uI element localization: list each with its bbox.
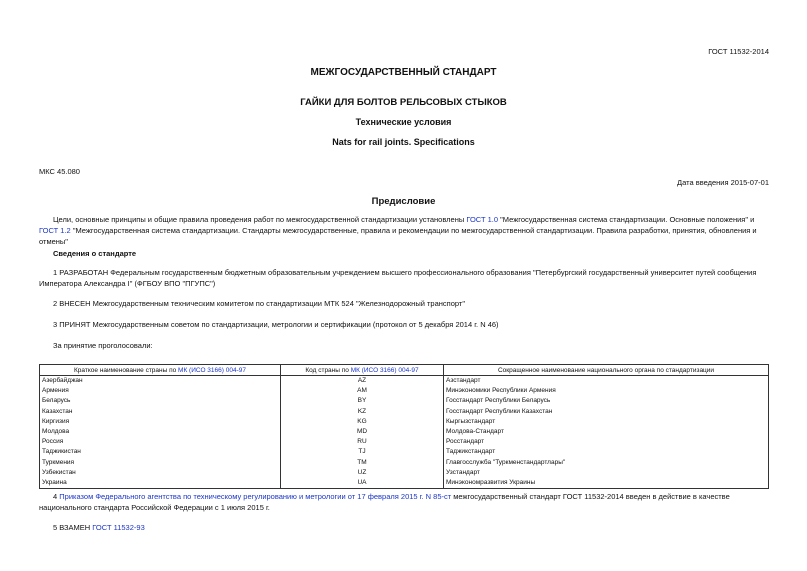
standards-body-cell: Росстандарт xyxy=(444,437,769,447)
item-5-replaces xyxy=(39,522,769,533)
foreword-paragraph xyxy=(39,214,769,247)
code-cell: AM xyxy=(281,386,444,396)
table-row xyxy=(40,376,769,387)
country-cell: Таджикистан xyxy=(40,447,281,457)
code-cell: BY xyxy=(281,396,444,406)
text: "Межгосударственная система стандартизации. Основные положения" и xyxy=(498,215,755,224)
standards-body-cell: Узстандарт xyxy=(444,468,769,478)
table-row xyxy=(40,437,769,447)
standards-body-cell: Госстандарт Республики Беларусь xyxy=(444,396,769,406)
standards-body-cell: Главгосслужба "Туркменстандартлары" xyxy=(444,458,769,468)
table-row xyxy=(40,447,769,457)
country-cell: Киргизия xyxy=(40,417,281,427)
voted-label: За принятие проголосовали: xyxy=(53,341,153,350)
about-standard-heading: Сведения о стандарте xyxy=(53,249,137,258)
code-cell: UZ xyxy=(281,468,444,478)
voting-states-table xyxy=(39,364,769,489)
table-row xyxy=(40,458,769,468)
foreword-heading: Предисловие xyxy=(371,196,436,207)
text: 5 ВЗАМЕН xyxy=(53,523,93,532)
text: Код страны по xyxy=(305,366,351,374)
code-cell: AZ xyxy=(281,376,444,387)
code-cell: TJ xyxy=(281,447,444,457)
standards-body-cell: Госстандарт Республики Казахстан xyxy=(444,407,769,417)
mks-code: МКС 45.080 xyxy=(39,167,80,176)
text: Цели, основные принципы и общие правила проведения работ по межгосударственной стандартизации установлены xyxy=(53,215,467,224)
document-title: ГАЙКИ ДЛЯ БОЛТОВ РЕЛЬСОВЫХ СТЫКОВ xyxy=(300,97,507,108)
country-cell: Россия xyxy=(40,437,281,447)
code-cell: KG xyxy=(281,417,444,427)
standards-body-cell: Минэкономики Республики Армения xyxy=(444,386,769,396)
gost-11532-93-link[interactable]: ГОСТ 11532-93 xyxy=(92,523,145,532)
standards-body-cell: Молдова-Стандарт xyxy=(444,427,769,437)
column-header-code xyxy=(281,365,444,376)
country-cell: Беларусь xyxy=(40,396,281,406)
code-cell: TM xyxy=(281,458,444,468)
country-cell: Армения xyxy=(40,386,281,396)
country-cell: Молдова xyxy=(40,427,281,437)
column-header-body: Сокращенное наименование национального органа по стандартизации xyxy=(444,365,769,376)
column-header-country xyxy=(40,365,281,376)
introduction-date: Дата введения 2015-07-01 xyxy=(677,178,769,187)
code-cell: RU xyxy=(281,437,444,447)
item-4-enacted xyxy=(39,491,769,513)
gost-1-0-link[interactable]: ГОСТ 1.0 xyxy=(466,215,499,224)
text: межгосударственный стандарт ГОСТ 11532-2014 введен в действие в качестве национального стандарта Российской Федерации с 1 июля 2015 г. xyxy=(39,492,730,512)
code-cell: UA xyxy=(281,478,444,489)
standards-body-cell: Таджикстандарт xyxy=(444,447,769,457)
table-row xyxy=(40,417,769,427)
text: Краткое наименование страны по xyxy=(74,366,179,374)
table-row xyxy=(40,386,769,396)
standards-body-cell: Азстандарт xyxy=(444,376,769,387)
standards-body-cell: Кыргызстандарт xyxy=(444,417,769,427)
standards-body-cell: Минэкономразвития Украины xyxy=(444,478,769,489)
country-cell: Азербайджан xyxy=(40,376,281,387)
table-row xyxy=(40,427,769,437)
item-2-introduced: 2 ВНЕСЕН Межгосударственным техническим комитетом по стандартизации МТК 524 "Железнодорожный транспорт" xyxy=(53,299,465,308)
country-cell: Казахстан xyxy=(40,407,281,417)
table-row xyxy=(40,396,769,406)
country-cell: Украина xyxy=(40,478,281,489)
item-3-adopted: 3 ПРИНЯТ Межгосударственным советом по стандартизации, метрологии и сертификации (протокол от 5 декабря 2014 г. N 46) xyxy=(53,320,499,329)
document-title-english: Nats for rail joints. Specifications xyxy=(332,137,475,147)
code-cell: KZ xyxy=(281,407,444,417)
gost-1-2-link[interactable]: ГОСТ 1.2 xyxy=(39,226,71,235)
item-1-developed: 1 РАЗРАБОТАН Федеральным государственным бюджетным образовательным учреждением высшего профессионального образования "Петербургский государственный университет путей сообщения Императора Александра I" (ФГБОУ ВПО "ПГУПС") xyxy=(39,268,757,288)
text: "Межгосударственная система стандартизации. Стандарты межгосударственные, правила и рекомендации по межгосударственной стандартизации. Правила разработки, принятия, обновления и отмены" xyxy=(39,226,757,246)
mk-iso-3166-link[interactable]: МК (ИСО 3166) 004-97 xyxy=(350,366,419,374)
rosstandart-order-link[interactable]: Приказом Федерального агентства по техническому регулированию и метрологии от 17 февраля 2015 г. N 85-ст xyxy=(59,492,452,501)
country-cell: Туркмения xyxy=(40,458,281,468)
table-row xyxy=(40,407,769,417)
document-code: ГОСТ 11532-2014 xyxy=(708,47,769,56)
table-row xyxy=(40,468,769,478)
code-cell: MD xyxy=(281,427,444,437)
standard-type-heading: МЕЖГОСУДАРСТВЕННЫЙ СТАНДАРТ xyxy=(310,67,497,78)
text: 4 xyxy=(53,492,60,501)
table-row xyxy=(40,478,769,489)
table-header-row xyxy=(40,365,769,376)
country-cell: Узбекистан xyxy=(40,468,281,478)
mk-iso-3166-link[interactable]: МК (ИСО 3166) 004-97 xyxy=(178,366,246,374)
document-subtitle: Технические условия xyxy=(355,117,452,127)
